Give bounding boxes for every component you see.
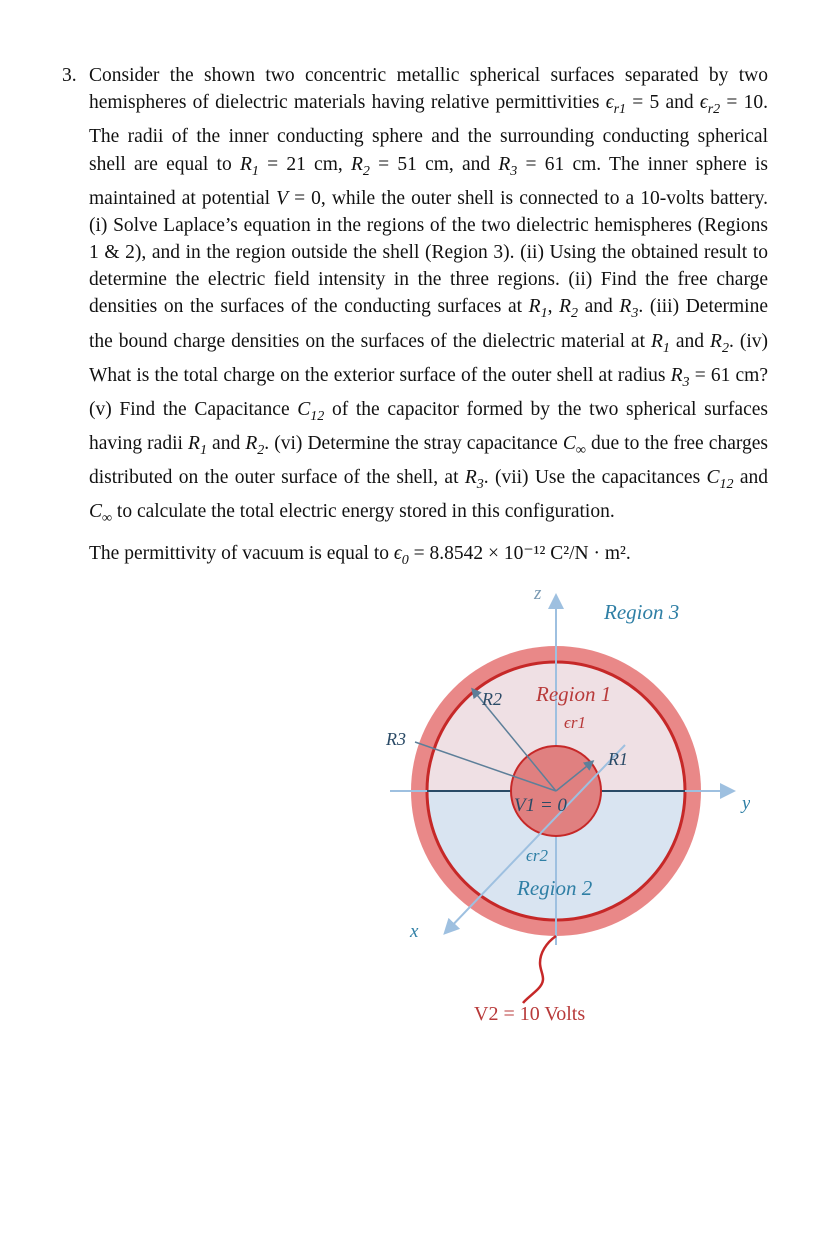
problem-block bbox=[62, 62, 768, 574]
v2-label: V2 = 10 Volts bbox=[474, 1003, 586, 1025]
problem-number: 3. bbox=[62, 65, 77, 86]
r3-label: R3 bbox=[386, 729, 406, 749]
figure-svg bbox=[370, 575, 750, 1035]
r1-label: R1 bbox=[608, 749, 628, 769]
region1-label: Region 1 bbox=[536, 682, 612, 706]
battery-wire bbox=[523, 936, 556, 1003]
eps-r1-label: ϵr1 bbox=[564, 713, 586, 732]
axis-y-label: y bbox=[742, 793, 750, 814]
permittivity-note: The permittivity of vacuum is equal to $\epsilon_0 = 8.8542 \times 10^{-12}$ C²/N · m². bbox=[89, 543, 631, 568]
r2-label: R2 bbox=[482, 689, 502, 709]
v1-label: V1 = 0 bbox=[514, 795, 567, 816]
region3-label: Region 3 bbox=[604, 600, 680, 624]
axis-x-label: x bbox=[410, 921, 419, 942]
region2-label: Region 2 bbox=[517, 876, 593, 900]
axis-z-label: z bbox=[534, 583, 542, 604]
problem-statement: Consider the shown two concentric metallic spherical surfaces separated by two hemispheres of dielectric materials having relative permittivities $\epsilon_{r1} = 5$ and $\epsilon_{r2} = 10$. The radii of the inner conducting sphere and the surrounding conducting spherical shell are equal to $R_1 = 21$ cm, $R_2 = 51$ cm, and $R_3 = 61$ cm. The inner sphere is maintained at potential V = 0, while the outer shell is connected to a 10-volts battery. (i) Solve Laplace’s equation in the regions of the two dielectric hemispheres (Regions 1 & 2), and in the region outside the shell (Region 3). (ii) Using the obtained result to determine the electric field intensity in the three regions. (ii) Find the free charge densities on the surfaces of the conducting surfaces at $R_1$, $R_2$ and $R_3$. (iii) Determine the bound charge densities on the surfaces of the dielectric material at $R_1$ and $R_2$. (iv) What is the total charge on the exterior surface of the outer shell at radius $R_3 = 61$ cm? (v) Find the Capacitance $C_{12}$ of the capacitor formed by the two spherical surfaces having radii $R_1$ and $R_2$. (vi) Determine the stray capacitance $C_\infty$ due to the free charges distributed on the outer surface of the shell, at $R_3$. (vii) Use the capacitances $C_{12}$ and $C_\infty$ to calculate the total electric energy stored in this configuration. bbox=[89, 65, 769, 526]
eps-r2-label: ϵr2 bbox=[526, 846, 548, 865]
concentric-spheres-figure bbox=[370, 575, 750, 1035]
